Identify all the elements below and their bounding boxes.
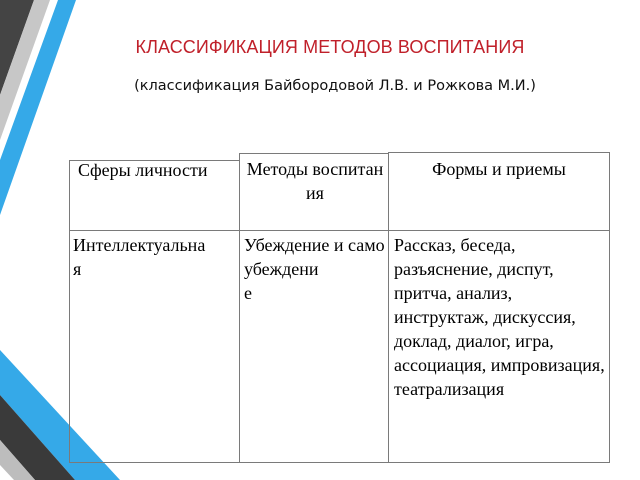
table-border-col1: [239, 153, 240, 462]
slide-title: КЛАССИФИКАЦИЯ МЕТОДОВ ВОСПИТАНИЯ: [135, 37, 525, 57]
slide-subtitle: (классификация Байбородовой Л.В. и Рожкова М.И.): [134, 78, 536, 94]
table-border-left: [69, 160, 70, 462]
table-border-right: [609, 152, 610, 463]
cell-forms: Рассказ, беседа, разъяснение, диспут, притча, анализ, инструктаж, дискуссия, доклад, диалог, игра, ассоциация, импровизация, театрализация: [394, 235, 605, 399]
table-border-col2: [388, 152, 389, 463]
table-border-top-3: [388, 152, 610, 153]
table-header-sep-2: [239, 230, 389, 231]
cell-method: Убеждение и самоубеждени е: [244, 235, 385, 303]
table-border-bottom: [69, 462, 610, 463]
header-methods: Методы воспитания: [246, 159, 384, 203]
cell-sphere: Интеллектуальна я: [73, 235, 206, 279]
table-header-sep-1: [69, 230, 240, 231]
header-forms: Формы и приемы: [432, 159, 566, 179]
header-spheres: Сферы личности: [78, 160, 208, 180]
table-header-sep-3: [388, 230, 610, 231]
table-border-top-2: [239, 153, 389, 154]
